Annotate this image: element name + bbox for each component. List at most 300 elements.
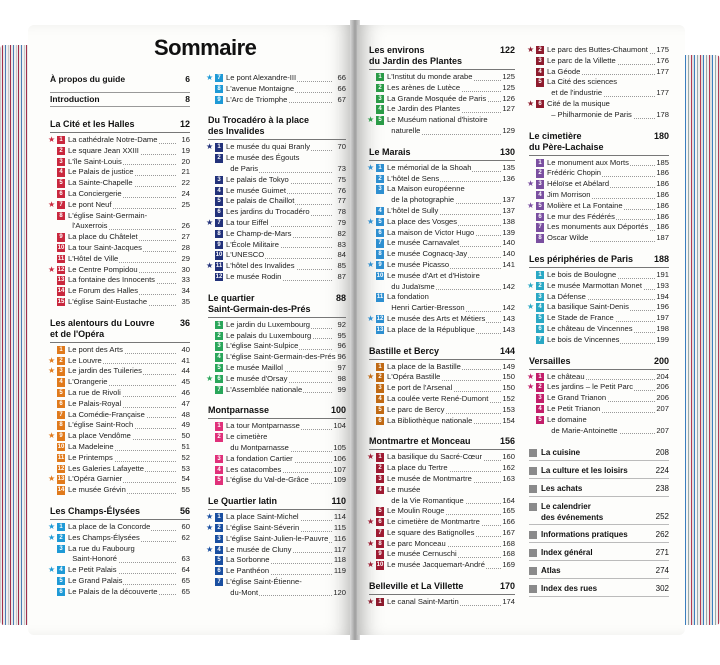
toc-entry[interactable]	[208, 320, 346, 331]
toc-entry[interactable]	[50, 265, 190, 276]
entry-number-badge: 7	[215, 578, 223, 586]
section-page-number: 36	[179, 317, 190, 328]
entry-label-text: La Sainte-Chapelle	[68, 178, 133, 188]
toc-entry[interactable]	[369, 463, 515, 474]
star-icon: ★	[367, 517, 375, 527]
appendix-entry[interactable]	[529, 564, 669, 579]
toc-entry[interactable]	[50, 576, 190, 587]
entry-page-number: 85	[337, 261, 346, 271]
entry-page-number: 21	[181, 167, 190, 177]
toc-entry[interactable]	[50, 544, 190, 566]
toc-entry[interactable]	[529, 201, 669, 212]
toc-entry[interactable]	[50, 146, 190, 157]
appendix-entry[interactable]	[529, 500, 669, 525]
entry-label-text: Le musée Guimet	[226, 185, 286, 195]
toc-entry[interactable]	[208, 385, 346, 396]
toc-entry[interactable]	[50, 431, 190, 442]
appendix-label: Index des rues	[541, 584, 598, 594]
toc-entry[interactable]	[208, 272, 346, 283]
section-heading[interactable]	[529, 131, 669, 156]
entry-label-text: La Cité des sciences	[547, 77, 618, 87]
entry-number-badge: 1	[376, 73, 384, 81]
entry-page-number: 153	[502, 404, 515, 414]
appendix-page: 238	[655, 484, 669, 494]
entry-page-number: 29	[181, 253, 190, 263]
toc-entry[interactable]	[208, 331, 346, 342]
toc-entry[interactable]	[369, 115, 515, 137]
toc-section	[208, 115, 346, 282]
toc-entry[interactable]	[529, 270, 669, 281]
entry-label	[68, 464, 178, 475]
star-icon: ★	[48, 264, 56, 274]
section-page-number: 110	[331, 496, 346, 507]
entry-page-number: 185	[656, 157, 669, 167]
entry-page-number: 138	[502, 216, 515, 226]
toc-entry[interactable]	[369, 72, 515, 83]
toc-entry[interactable]	[529, 292, 669, 303]
toc-entry[interactable]	[50, 453, 190, 464]
entry-label-text: Cité de la musique	[547, 98, 610, 108]
entry-page-number: 149	[502, 361, 515, 371]
section-heading[interactable]	[369, 45, 515, 70]
entry-label-text: Le jardin des Tuileries	[68, 366, 142, 376]
toc-entry[interactable]	[208, 261, 346, 272]
toc-entry[interactable]	[50, 232, 190, 243]
toc-entry[interactable]	[369, 485, 515, 507]
entry-page-number: 79	[337, 217, 346, 227]
toc-entry[interactable]	[529, 372, 669, 383]
entry-number-badge: 3	[536, 293, 544, 301]
toc-entry[interactable]	[208, 363, 346, 374]
appendix-entry[interactable]	[529, 546, 669, 561]
toc-entry[interactable]	[369, 506, 515, 517]
entry-page-number: 206	[656, 382, 669, 392]
section-heading[interactable]	[529, 254, 669, 268]
entry-label-text: Le musée Carnavalet	[387, 238, 460, 248]
section-heading[interactable]	[369, 436, 515, 450]
toc-entry[interactable]	[369, 452, 515, 463]
entry-page-number: 53	[181, 463, 190, 473]
section-title: Du Trocadéro à la place des Invalides	[208, 115, 310, 137]
entry-page-number: 45	[181, 377, 190, 387]
entry-label-text: L'Opéra Bastille	[387, 372, 441, 382]
section-title: La Cité et les Halles	[50, 119, 135, 129]
toc-entry[interactable]	[50, 275, 190, 286]
toc-entry[interactable]	[369, 83, 515, 94]
toc-entry[interactable]	[208, 523, 346, 534]
toc-entry[interactable]	[529, 313, 669, 324]
entry-label-text: La Défense	[547, 291, 586, 301]
toc-entry[interactable]	[208, 84, 346, 95]
entry-label	[547, 393, 657, 404]
toc-entry[interactable]	[529, 67, 669, 78]
entry-label	[547, 233, 657, 244]
entry-label-text: Le Panthéon	[226, 566, 270, 576]
toc-entry[interactable]	[50, 474, 190, 485]
toc-entry[interactable]	[369, 405, 515, 416]
entry-label-text: Le pont des Arts	[68, 344, 123, 354]
toc-entry[interactable]	[208, 555, 346, 566]
entry-label	[387, 416, 503, 427]
toc-entry[interactable]	[208, 566, 346, 577]
toc-entry[interactable]	[529, 335, 669, 346]
star-icon: ★	[206, 522, 214, 532]
toc-entry[interactable]	[529, 281, 669, 292]
toc-entry[interactable]	[50, 410, 190, 421]
toc-entry[interactable]	[529, 190, 669, 201]
entry-number-badge: 8	[376, 250, 384, 258]
entry-page-number: 126	[502, 93, 515, 103]
entry-page-number: 164	[502, 495, 515, 505]
entry-label	[226, 272, 334, 283]
entry-label	[226, 385, 334, 396]
section-heading[interactable]	[208, 115, 346, 140]
entry-number-badge: 8	[57, 212, 65, 220]
section-heading[interactable]	[50, 318, 190, 343]
toc-entry[interactable]	[529, 302, 669, 313]
toc-entry[interactable]	[529, 168, 669, 179]
toc-entry[interactable]	[529, 77, 669, 99]
entry-label	[68, 297, 178, 308]
entry-label-text: La place de la République	[387, 324, 475, 334]
toc-entry[interactable]	[369, 597, 515, 608]
toc-entry[interactable]	[50, 533, 190, 544]
toc-entry[interactable]	[208, 142, 346, 153]
entry-label-text: La tour Eiffel	[226, 217, 269, 227]
toc-entry[interactable]	[369, 383, 515, 394]
toc-entry[interactable]	[50, 211, 190, 233]
toc-entry[interactable]	[369, 174, 515, 185]
entry-label-text: Le canal Saint-Martin	[387, 597, 459, 607]
entry-page-number: 137	[502, 205, 515, 215]
entry-label	[547, 313, 657, 324]
entry-page-number: 40	[181, 344, 190, 354]
appendix-entry[interactable]	[529, 582, 669, 597]
section-heading[interactable]	[208, 405, 346, 419]
toc-entry[interactable]	[50, 297, 190, 308]
entry-label	[68, 157, 178, 168]
toc-entry[interactable]	[369, 228, 515, 239]
toc-entry[interactable]	[208, 95, 346, 106]
toc-entry[interactable]	[369, 416, 515, 427]
entry-number-badge: 6	[57, 190, 65, 198]
grey-square-icon	[529, 549, 537, 557]
grey-square-icon	[529, 449, 537, 457]
section-heading[interactable]	[50, 506, 190, 520]
entry-label	[226, 229, 334, 240]
section-title: Les périphéries de Paris	[529, 253, 634, 264]
toc-entry[interactable]	[50, 254, 190, 265]
toc-entry[interactable]	[208, 229, 346, 240]
entry-number-badge: 2	[376, 464, 384, 472]
toc-entry[interactable]	[208, 432, 346, 454]
toc-entry[interactable]	[208, 175, 346, 186]
entry-label-text: Le Printemps	[68, 452, 113, 462]
toc-entry[interactable]	[369, 104, 515, 115]
entry-label	[387, 115, 503, 137]
section-heading[interactable]	[50, 119, 190, 133]
entry-label-text: Le parc Monceau	[387, 538, 446, 548]
toc-entry[interactable]	[369, 249, 515, 260]
entry-page-number: 16	[181, 135, 190, 144]
toc-entry[interactable]	[208, 196, 346, 207]
toc-entry[interactable]	[208, 512, 346, 523]
section-heading[interactable]	[369, 147, 515, 161]
toc-entry[interactable]	[369, 238, 515, 249]
entry-label	[547, 302, 657, 313]
toc-entry[interactable]	[529, 56, 669, 67]
section-heading[interactable]	[529, 356, 669, 370]
toc-entry[interactable]	[50, 522, 190, 533]
toc-entry[interactable]	[50, 366, 190, 377]
entry-label	[547, 281, 657, 292]
toc-entry[interactable]	[50, 157, 190, 168]
entry-label-text: La rue de Rivoli	[68, 387, 121, 397]
toc-entry[interactable]	[208, 534, 346, 545]
toc-entry[interactable]	[529, 179, 669, 190]
entry-page-number: 70	[337, 142, 346, 152]
entry-page-number: 204	[656, 371, 669, 381]
entry-number-badge: 4	[376, 395, 384, 403]
toc-entry[interactable]	[369, 206, 515, 217]
entry-number-badge: 5	[215, 364, 223, 372]
toc-entry[interactable]	[208, 374, 346, 385]
entry-label-text: Le bois de Vincennes	[547, 334, 620, 344]
entry-label	[68, 565, 178, 576]
entry-page-number: 96	[337, 352, 346, 362]
entry-page-number: 117	[333, 544, 346, 554]
entry-label	[387, 394, 503, 405]
toc-entry[interactable]	[369, 517, 515, 528]
entry-label	[226, 73, 334, 84]
entry-page-number: 76	[337, 185, 346, 195]
entry-number-badge: 2	[536, 46, 544, 54]
introduction-link[interactable]	[50, 92, 190, 107]
toc-entry[interactable]	[529, 222, 669, 233]
toc-entry[interactable]	[369, 372, 515, 383]
toc-entry[interactable]	[529, 45, 669, 56]
entry-number-badge: 3	[57, 158, 65, 166]
entry-number-badge: 3	[376, 185, 384, 193]
toc-entry[interactable]	[50, 200, 190, 211]
right-column-2	[529, 45, 669, 600]
section-heading[interactable]	[208, 293, 346, 318]
toc-entry[interactable]	[369, 528, 515, 539]
toc-entry[interactable]	[529, 393, 669, 404]
toc-entry[interactable]	[529, 99, 669, 121]
appendix-entry[interactable]	[529, 482, 669, 497]
entry-label-text: L'église Saint-Germain-des-Prés	[226, 352, 336, 362]
entry-label-text: Le musée Jacquemart-André	[387, 560, 485, 570]
toc-entry[interactable]	[50, 189, 190, 200]
entry-label	[387, 372, 503, 383]
entry-number-badge: 9	[376, 550, 384, 558]
appendix-entry[interactable]	[529, 446, 669, 461]
toc-entry[interactable]	[208, 250, 346, 261]
entry-number-badge: 4	[536, 68, 544, 76]
right-page	[357, 25, 685, 635]
entry-page-number: 143	[502, 324, 515, 334]
toc-section	[369, 45, 515, 137]
toc-entry[interactable]	[529, 233, 669, 244]
entry-page-number: 95	[337, 330, 346, 340]
entry-number-badge: 8	[376, 540, 384, 548]
toc-entry[interactable]	[208, 218, 346, 229]
entry-number-badge: 3	[376, 95, 384, 103]
entry-number-badge: 5	[376, 507, 384, 515]
toc-entry[interactable]	[369, 549, 515, 560]
toc-entry[interactable]	[369, 560, 515, 571]
toc-entry[interactable]	[50, 399, 190, 410]
toc-entry[interactable]	[50, 420, 190, 431]
entry-label	[226, 341, 334, 352]
toc-entry[interactable]	[50, 485, 190, 496]
entry-label-text: Les jardins du Trocadéro	[226, 207, 310, 217]
entry-page-number: 175	[656, 45, 669, 54]
toc-entry[interactable]	[369, 474, 515, 485]
toc-entry[interactable]	[369, 260, 515, 271]
entry-number-badge: 2	[57, 147, 65, 155]
toc-entry[interactable]	[50, 388, 190, 399]
toc-section	[369, 346, 515, 427]
toc-entry[interactable]	[50, 178, 190, 189]
toc-entry[interactable]	[50, 442, 190, 453]
entry-label-text: Le palais de Tokyo	[226, 174, 289, 184]
star-icon: ★	[527, 179, 535, 189]
toc-entry[interactable]	[529, 404, 669, 415]
entry-label	[387, 549, 503, 560]
appendix-entry[interactable]	[529, 464, 669, 479]
toc-entry[interactable]	[50, 565, 190, 576]
entry-number-badge: 4	[57, 168, 65, 176]
entry-page-number: 129	[502, 125, 515, 135]
toc-entry[interactable]	[50, 345, 190, 356]
entry-page-number: 51	[181, 441, 190, 451]
toc-entry[interactable]	[208, 465, 346, 476]
entry-number-badge: 1	[376, 363, 384, 371]
toc-entry[interactable]	[208, 421, 346, 432]
toc-section	[369, 147, 515, 336]
entry-page-number: 78	[337, 207, 346, 217]
section-title: Versailles	[529, 355, 571, 366]
toc-entry[interactable]	[50, 243, 190, 254]
entry-number-badge: 4	[215, 546, 223, 554]
section-heading[interactable]	[369, 346, 515, 360]
toc-entry[interactable]	[208, 207, 346, 218]
about-guide-link[interactable]	[50, 73, 190, 86]
entry-label-text: Le Grand Trianon	[547, 393, 607, 403]
entry-page-number: 84	[337, 250, 346, 260]
toc-entry[interactable]	[208, 341, 346, 352]
toc-entry[interactable]	[529, 415, 669, 437]
toc-entry[interactable]	[50, 377, 190, 388]
section-heading[interactable]	[208, 496, 346, 510]
entry-page-number: 92	[337, 319, 346, 329]
toc-entry[interactable]	[208, 352, 346, 363]
entry-label	[68, 544, 178, 566]
entry-number-badge: 4	[376, 486, 384, 494]
entry-label-text: Le Moulin Rouge	[387, 506, 445, 516]
toc-entry[interactable]	[208, 475, 346, 486]
toc-entry[interactable]	[369, 539, 515, 550]
entry-number-badge: 4	[376, 105, 384, 113]
entry-label	[68, 442, 178, 453]
toc-entry[interactable]	[369, 394, 515, 405]
toc-section	[208, 73, 346, 105]
toc-section	[529, 254, 669, 346]
entry-label-text: Le parc de la Villette	[547, 55, 616, 65]
entry-number-badge: 1	[215, 513, 223, 521]
entry-number-badge: 5	[536, 78, 544, 86]
toc-entry[interactable]	[369, 217, 515, 228]
entry-page-number: 196	[656, 302, 669, 312]
entry-label	[68, 377, 178, 388]
toc-entry[interactable]	[369, 362, 515, 373]
entry-label-text-line2: naturelle	[387, 125, 421, 135]
appendix-entry[interactable]	[529, 528, 669, 543]
section-title: Les environs du Jardin des Plantes	[369, 45, 463, 66]
toc-entry[interactable]	[208, 73, 346, 84]
entry-label	[387, 517, 503, 528]
toc-entry[interactable]	[208, 186, 346, 197]
toc-entry[interactable]	[208, 545, 346, 556]
toc-entry[interactable]	[50, 587, 190, 598]
toc-entry[interactable]	[208, 454, 346, 465]
entry-label-text: L'hôtel de Sens	[387, 173, 440, 183]
entry-number-badge: 5	[376, 218, 384, 226]
toc-entry[interactable]	[369, 163, 515, 174]
entry-label	[547, 179, 657, 190]
toc-entry[interactable]	[529, 382, 669, 393]
section-heading[interactable]	[369, 581, 515, 595]
toc-entry[interactable]	[369, 184, 515, 206]
toc-entry[interactable]	[50, 356, 190, 367]
entry-number-badge: 2	[215, 433, 223, 441]
toc-entry[interactable]	[208, 153, 346, 175]
entry-number-badge: 3	[536, 57, 544, 65]
toc-entry[interactable]	[369, 271, 515, 293]
toc-entry[interactable]	[369, 292, 515, 314]
toc-entry[interactable]	[529, 158, 669, 169]
entry-label-text: La place du Tertre	[387, 463, 448, 473]
toc-entry[interactable]	[208, 240, 346, 251]
toc-entry[interactable]	[369, 325, 515, 336]
toc-entry[interactable]	[208, 577, 346, 599]
appendix-page: 302	[655, 584, 669, 594]
grey-square-icon	[529, 467, 537, 475]
toc-entry[interactable]	[369, 314, 515, 325]
entry-label	[68, 399, 178, 410]
toc-entry[interactable]	[369, 94, 515, 105]
entry-page-number: 114	[333, 512, 346, 522]
star-icon: ★	[367, 452, 375, 462]
entry-label	[68, 410, 178, 421]
entry-number-badge: 12	[376, 315, 384, 322]
grey-square-icon	[529, 585, 537, 593]
toc-entry[interactable]	[50, 286, 190, 297]
entry-label-text: Le palais de Chaillot	[226, 196, 295, 206]
toc-entry[interactable]	[50, 135, 190, 146]
section-page-number: 100	[330, 405, 346, 416]
toc-entry[interactable]	[50, 464, 190, 475]
toc-entry[interactable]	[529, 324, 669, 335]
appendix-label: Index général	[541, 548, 593, 558]
entry-label-text: La place du Châtelet	[68, 232, 138, 242]
entry-label	[226, 261, 334, 272]
toc-entry[interactable]	[529, 212, 669, 223]
toc-entry[interactable]	[50, 167, 190, 178]
entry-page-number: 75	[337, 174, 346, 184]
